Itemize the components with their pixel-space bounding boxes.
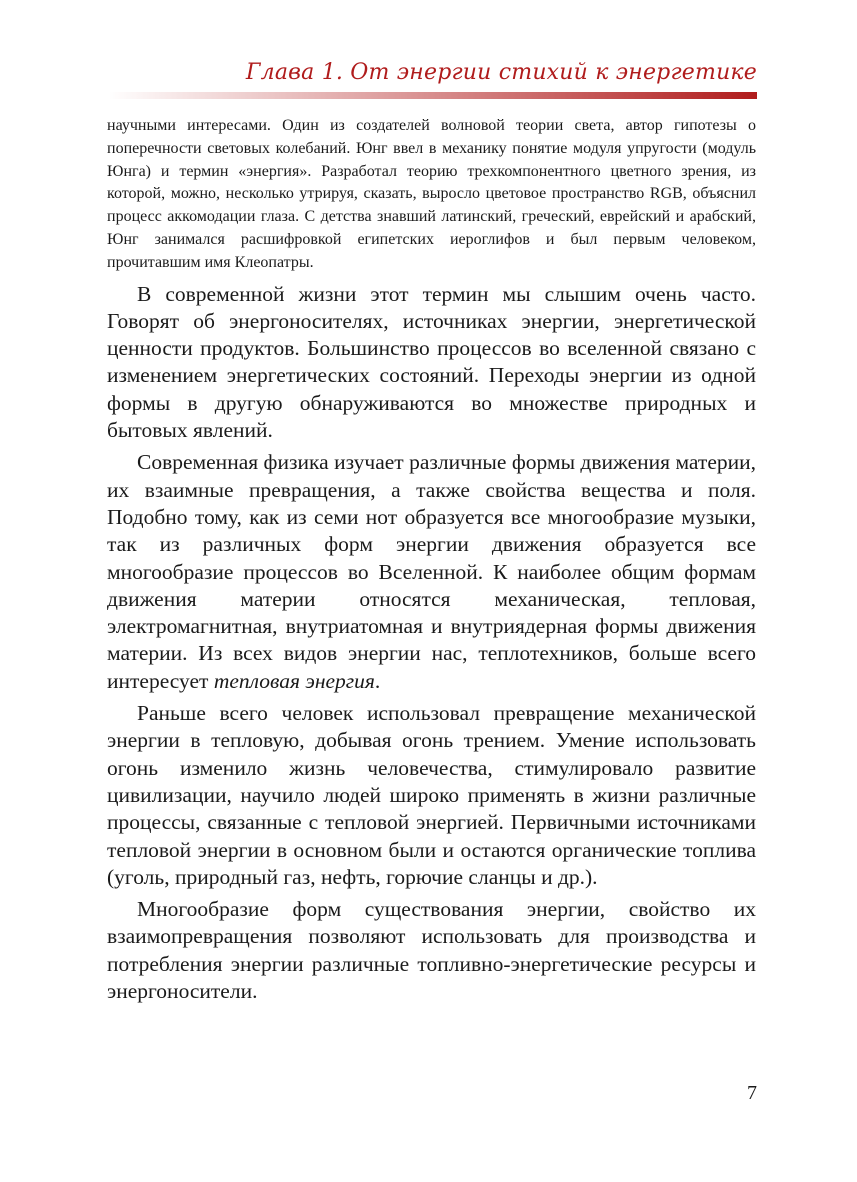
paragraph-4: Многообразие форм существования энергии, свойство их взаимопревращения позволяют использовать для производства и потребления энергии различные топливно-энергетические ресурсы и энергоносители. (107, 897, 756, 1003)
paragraph-2 (107, 449, 756, 695)
page-content (107, 115, 756, 1010)
page-number: 7 (747, 1082, 757, 1104)
paragraph-2-end: . (374, 668, 381, 693)
paragraph-3: Раньше всего человек использовал превращение механической энергии в тепловую, добывая огонь трением. Умение использовать огонь изменило жизнь человечества, стимулировало развитие цивилизации, научило людей широко применять в жизни различные процессы, связанные с тепловой энергией. Первичными источниками тепловой энергии в основном были и остаются органические топлива (уголь, природный газ, нефть, горючие сланцы и др.). (107, 701, 756, 889)
paragraph-2-emphasis: тепловая энергия (213, 668, 375, 693)
paragraph-1: В современной жизни этот термин мы слышим очень часто. Говорят об энергоносителях, источниках энергии, энергетической ценности продуктов. Большинство процессов во вселенной связано с изменением энергетических состояний. Переходы энергии из одной формы в другую обнаруживаются во множестве природных и бытовых явлений. (107, 281, 756, 443)
chapter-title: Глава 1. От энергии стихий к энергетике (245, 60, 757, 85)
footnote-continuation: научными интересами. Один из создателей волновой теории света, автор гипотезы о поперечности световых колебаний. Юнг ввел в механику понятие модуля упругости (модуль Юнга) и термин «энергия». Разработал теорию трехкомпонентного цветного зрения, из которой, можно, несколько утрируя, сказать, выросло цветовое пространство RGB, объяснил процесс аккомодации глаза. С детства знавший латинский, греческий, еврейский и арабский, Юнг занимался расшифровкой египетских иероглифов и был первым человеком, прочитавшим имя Клеопатры. (107, 117, 756, 271)
header-rule (108, 92, 757, 99)
paragraph-2-main: Современная физика изучает различные формы движения материи, их взаимные превращения, а также свойства вещества и поля. Подобно тому, как из семи нот образуется все многообразие музыки, так из различных форм энергии движения образуется все многообразие процессов во Вселенной. К наиболее общим формам движения материи относятся механическая, тепловая, электромагнитная, внутриатомная и внутриядерная формы движения материи. Из всех видов энергии нас, теплотехников, больше всего интересует (107, 450, 756, 693)
